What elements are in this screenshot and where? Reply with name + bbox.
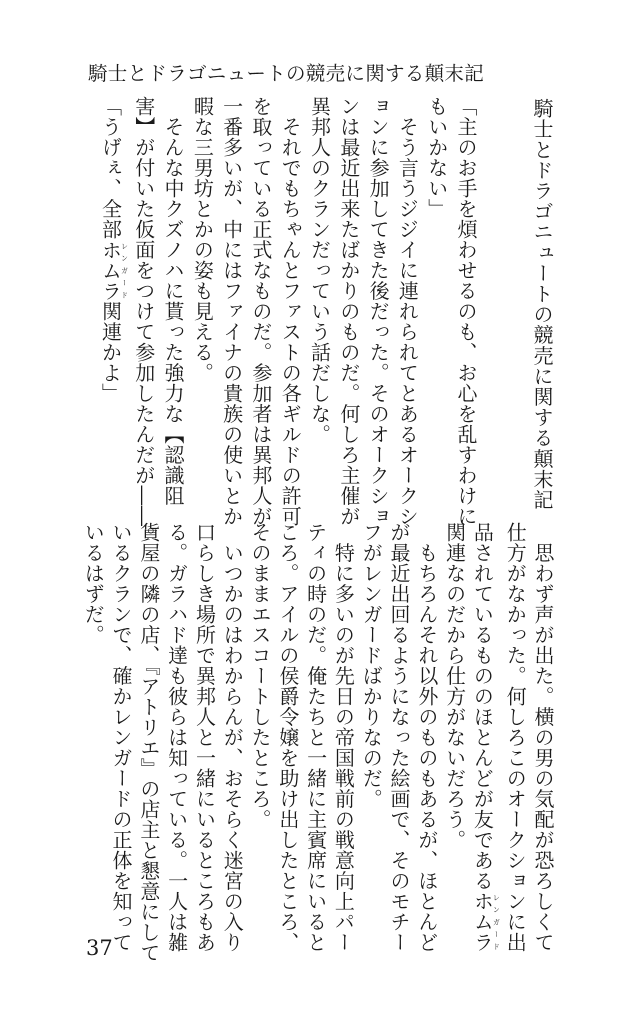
text-line: そんな中クズノハに貰った強力な【認識阻	[161, 96, 186, 506]
text-line: そのままエスコートしたところ。	[248, 522, 273, 830]
text-line: る。ガラハド達も彼らは知っている。一人は雑	[164, 522, 189, 953]
ruby-annotated-word: ホムラレンガード	[98, 239, 129, 301]
text-line: もいかない」	[424, 96, 449, 219]
text-line: 「うげぇ、全部ホムラレンガード関連かよ」	[98, 96, 129, 404]
text-line: ティの時のだ。俺たちと一緒に主賓席にいると	[303, 522, 328, 953]
text-line: 思わず声が出た。横の男の気配が恐ろしくて	[531, 522, 555, 953]
ruby-annotated-word: ホムラレンガード	[470, 891, 501, 953]
body-text-upper	[95, 96, 480, 547]
text-line: が最近出回るようになった絵画で、そのモチー	[387, 522, 412, 953]
text-line: それでもちゃんとファストの各ギルドの許可	[278, 96, 303, 527]
text-line: 「主のお手を煩わせるのも、お心を乱すわけに	[454, 96, 478, 527]
text-line: ころ。アイルの侯爵令嬢を助け出したところ、	[275, 522, 300, 953]
text-line: 貨屋の隣の店、『アトリエ』の店主と懇意にして	[136, 522, 161, 963]
text-line: 異邦人のクランだっていう話だしな。	[307, 96, 332, 445]
text-line: ンは最近出来たばかりのものだ。何しろ主催が	[336, 96, 361, 527]
text-line: 特に多いのが先日の帝国戦前の戦意向上パー	[331, 522, 356, 953]
text-line: 品されているもののほとんどが友であるホムラレンガード	[470, 522, 501, 953]
text-line: いるクランで、確かレンガードの正体を知って	[109, 522, 134, 953]
ruby-reading: レンガード	[492, 891, 501, 953]
text-line: いつかのはわからんが、おそらく迷宮の入り	[220, 522, 245, 953]
chapter-running-head: 騎士とドラゴニュートの競売に関する顛末記	[530, 98, 554, 510]
text-line: ョンに参加してきた後だった。そのオークショ	[366, 96, 391, 527]
page-header-title: 騎士とドラゴニュートの競売に関する顛末記	[88, 62, 484, 85]
text-line: を取っている正式なものだ。参加者は異邦人が	[248, 96, 273, 527]
text-line: 仕方がなかった。何しろこのオークションに出	[503, 522, 528, 953]
text-line: フがレンガードばかりなのだ。	[359, 522, 384, 809]
text-line: 口らしき場所で異邦人と一緒にいるところもあ	[192, 522, 217, 953]
text-line: 関連なのだから仕方がないだろう。	[442, 522, 467, 850]
text-line: そう言うジジイに連れられてとあるオークシ	[395, 96, 420, 527]
ruby-reading: レンガード	[120, 239, 129, 301]
text-line: 一番多いが、中にはファイナの貴族の使いとか	[219, 96, 244, 527]
text-line: いるはずだ。	[81, 522, 106, 645]
page-number: 37	[86, 936, 113, 960]
text-line: もちろんそれ以外のものもあるが、ほとんど	[414, 522, 439, 953]
text-line: 暇な三男坊とかの姿も見える。	[190, 96, 215, 383]
text-line: 害】が付いた仮面をつけて参加したんだが――。	[131, 96, 156, 547]
